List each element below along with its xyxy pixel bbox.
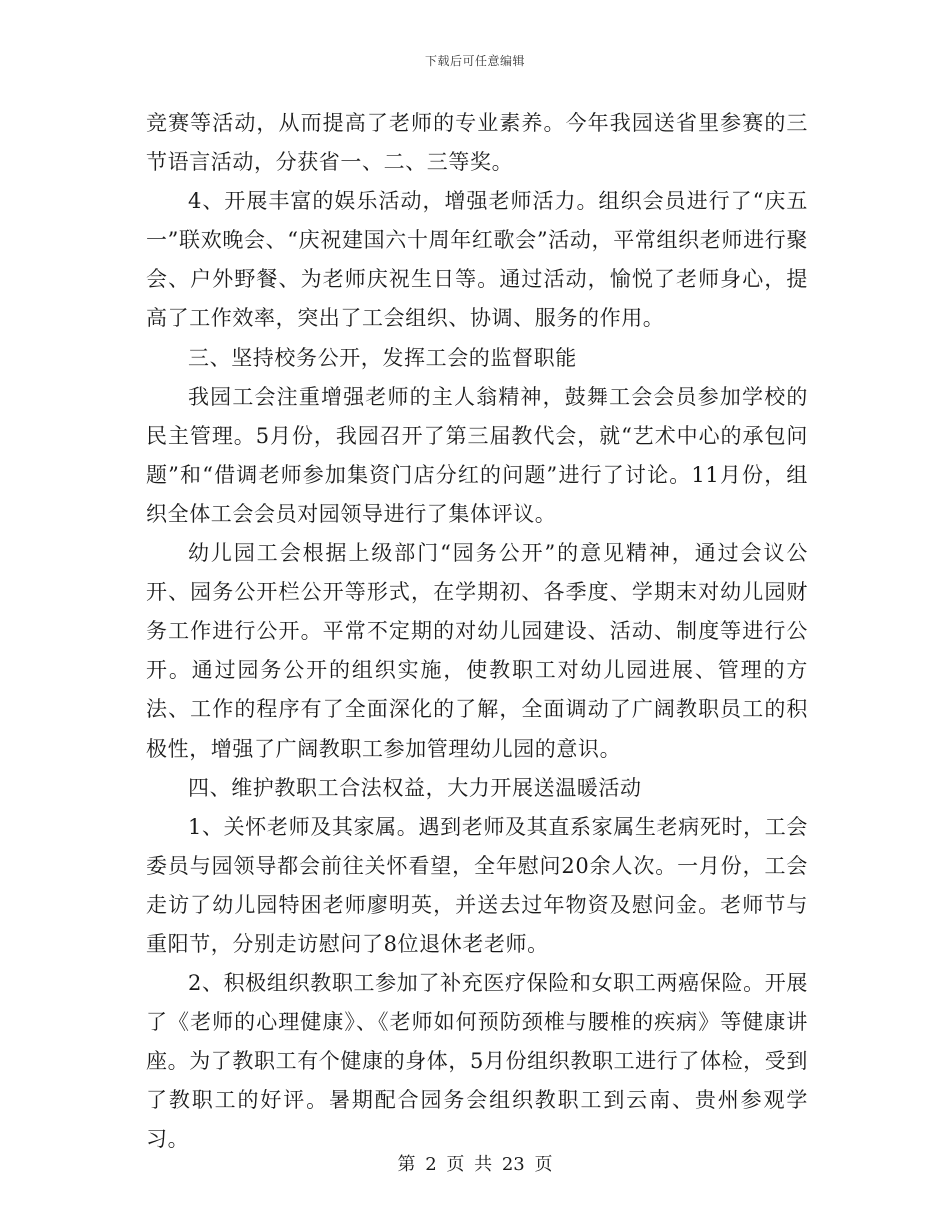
page-header-note: 下载后可任意编辑 [424,54,525,68]
document-body [146,104,808,1160]
section-heading: 三、坚持校务公开，发挥工会的监督职能 [188,345,577,370]
paragraph: 幼儿园工会根据上级部门“园务公开”的意见精神，通过会议公开、园务公开栏公开等形式，在学期初、各季度、学期末对幼儿园财务工作进行公开。平常不定期的对幼儿园建设、活动、制度等进行公开。通过园务公开的组织实施，使教职工对幼儿园进展、管理的方法、工作的程序有了全面深化的了解，全面调动了广阔教职员工的积极性，增强了广阔教职工参加管理幼儿园的意识。 [146,541,808,761]
paragraph: 我园工会注重增强老师的主人翁精神，鼓舞工会会员参加学校的民主管理。5月份，我园召开了第三届教代会，就“艺术中心的承包问题”和“借调老师参加集资门店分红的问题”进行了讨论。11月份，组织全体工会会员对园领导进行了集体评议。 [146,384,808,526]
paragraph: 4、开展丰富的娱乐活动，增强老师活力。组织会员进行了“庆五一”联欢晚会、“庆祝建国六十周年红歌会”活动，平常组织老师进行聚会、户外野餐、为老师庆祝生日等。通过活动，愉悦了老师身心，提高了工作效率，突出了工会组织、协调、服务的作用。 [146,189,808,331]
paragraph: 竞赛等活动，从而提高了老师的专业素养。今年我园送省里参赛的三节语言活动，分获省一、二、三等奖。 [146,111,808,175]
paragraph: 1、关怀老师及其家属。遇到老师及其直系家属生老病死时，工会委员与园领导都会前往关怀看望，全年慰问20余人次。一月份，工会走访了幼儿园特困老师廖明英，并送去过年物资及慰问金。老师节与重阳节，分别走访慰问了8位退休老老师。 [146,814,808,956]
paragraph: 2、积极组织教职工参加了补充医疗保险和女职工两癌保险。开展了《老师的心理健康》、《老师如何预防颈椎与腰椎的疾病》等健康讲座。为了教职工有个健康的身体，5月份组织教职工进行了体检，受到了教职工的好评。暑期配合园务会组织教职工到云南、贵州参观学习。 [146,971,808,1152]
section-heading: 四、维护教职工合法权益，大力开展送温暖活动 [188,775,642,800]
page-number: 第 2 页 共 23 页 [397,1154,553,1175]
